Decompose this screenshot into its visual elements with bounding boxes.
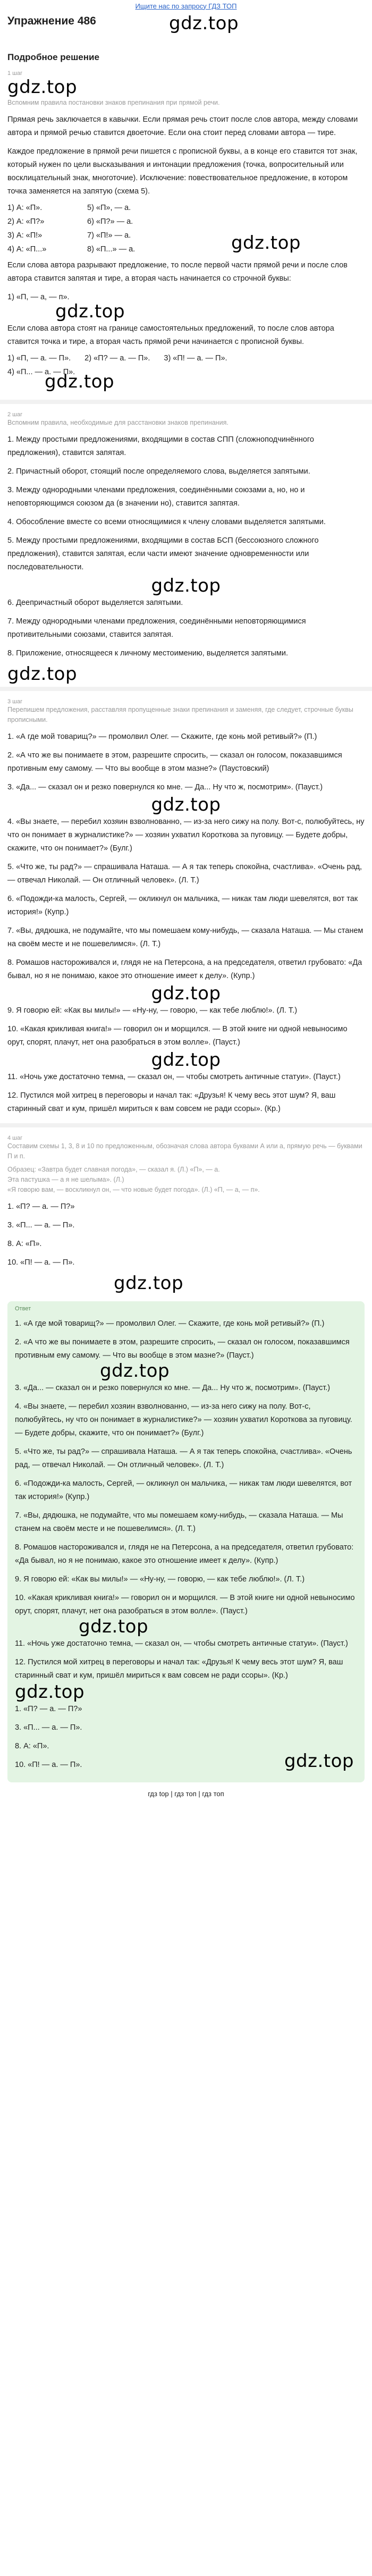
sentence: 8. Ромашов настороживался и, глядя не на Петерсона, а на председателя, ответил грубовато: «Да бывал, но я не понимаю, какое это отношение имеет к делу». (Купр.) — [7, 958, 362, 980]
footer-separator: | — [171, 1790, 175, 1798]
answer-label: Ответ — [15, 1306, 31, 1312]
rule-item: 8. Приложение, относящееся к личному местоимению, выделяется запятыми. — [7, 649, 289, 658]
schema-item: 2) «П? — а. — П». — [84, 354, 150, 363]
watermark: gdz.top — [151, 983, 221, 1004]
answer-schema: 10. «П! — а. — П». — [15, 1761, 82, 1769]
top-search-link[interactable]: Ищите нас по запросу ГДЗ ТОП — [135, 2, 237, 10]
answer-sentence: 3. «Да... — сказал он и резко повернулся ко мне. — Да... Ну что ж, посмотрим». (Пауст.) — [15, 1384, 331, 1392]
step-hint: Вспомним правила постановки знаков препинания при прямой речи. — [7, 99, 220, 106]
schema-answer: 10. «П! — а. — П». — [7, 1258, 75, 1267]
divider — [0, 400, 372, 404]
step-2 — [7, 411, 365, 660]
example-line: Образец: «Завтра будет славная погода», — сказал я. (Л.) «П», — а. — [7, 1166, 220, 1173]
rule-paragraph: Прямая речь заключается в кавычки. Если прямая речь стоит после слов автора, между словами автора и прямой речью ставится двоеточие. Если она стоит перед словами автора — тире. — [7, 115, 358, 137]
watermark: gdz.top — [15, 1681, 85, 1703]
footer-link[interactable]: гдз топ — [174, 1790, 197, 1798]
answer-sentence: 7. «Вы, дядюшка, не подумайте, что мы помешаем кому-нибудь, — сказала Наташа. — Мы станем на своём месте и не пошевелимся». (Л. Т.) — [15, 1511, 343, 1533]
schema-row — [7, 354, 365, 363]
sentence: 9. Я говорю ей: «Как вы милы!» — «Ну-ну, — говорю, — как тебе люблю!». (Л. Т.) — [7, 1006, 298, 1015]
step-label: 1 шаг — [7, 70, 23, 77]
schema-item: 4) А: «П...» — [7, 245, 47, 254]
schema-item: 6) «П?» — а. — [87, 217, 133, 226]
page-title: Упражнение 486 — [7, 15, 96, 27]
step-4 — [7, 1135, 365, 1269]
top-banner — [7, 0, 365, 12]
sentence: 5. «Что же, ты рад?» — спрашивала Наташа. — А я так теперь спокойна, счастлива». «Очень рад, — отвечал Николай. — Он отличный человек». (Л. Т.) — [7, 863, 362, 885]
step-label: 2 шаг — [7, 411, 23, 418]
rule-paragraph: Если слова автора стоят на границе самостоятельных предложений, то после слов автора ставится точка и тире, а вторая часть прямой речи начинается с прописной буквы. — [7, 324, 334, 346]
sentence: 7. «Вы, дядюшка, не подумайте, что мы помешаем кому-нибудь, — сказала Наташа. — Мы станем на своём месте и не пошевелимся». (Л. Т.) — [7, 927, 363, 948]
watermark: gdz.top — [7, 77, 78, 98]
footer — [7, 1790, 365, 1798]
answer-sentence: 2. «А что же вы понимаете в этом, разрешите спросить, — сказал он голосом, показавшимся противным ему самому. — Что вы вообще в этом мазне?» (Пауст.) — [15, 1338, 350, 1360]
rule-item: 7. Между однородными членами предложения, соединёнными неповторяющимися противительными союзами, ставится запятая. — [7, 617, 306, 639]
sentence: 12. Пустился мой хитрец в переговоры и начал так: «Друзья! К чему весь этот шум? Я, ваш старинный сват и кум, пришёл мириться к вам совсем не ради ссоры». (Кр.) — [7, 1091, 336, 1113]
watermark: gdz.top — [100, 1360, 170, 1382]
watermark: gdz.top — [45, 371, 115, 392]
step-hint: Составим схемы 1, 3, 8 и 10 по предложенным, обозначая слова автора буквами А или а, прямую речь — буквами П и п. — [7, 1142, 362, 1160]
sentence: 11. «Ночь уже достаточно темна, — сказал он, — чтобы смотреть античные статуи». (Пауст.) — [7, 1073, 341, 1081]
answer-schema: 1. «П? — а. — П?» — [15, 1705, 82, 1713]
watermark: gdz.top — [151, 575, 221, 596]
answer-sentence: 6. «Подожди-ка малость, Сергей, — окликнул он мальчика, — никак там люди шевелятся, вот так история!» (Купр.) — [15, 1479, 352, 1501]
answer-sentence: 1. «А где мой товарищ?» — промолвил Олег. — Скажите, где конь мой ретивый?» (П.) — [15, 1319, 325, 1328]
schema-item: 5) «П», — а. — [87, 204, 131, 212]
watermark: gdz.top — [169, 13, 239, 34]
step-1 — [7, 70, 365, 392]
step-label: 4 шаг — [7, 1135, 23, 1141]
watermark: gdz.top — [7, 663, 78, 685]
rule-item: 3. Между однородными членами предложения, соединёнными союзами а, но, но и неповторяющимся союзом да (в значении но), ставится запятая. — [7, 486, 305, 508]
rule-item: 2. Причастный оборот, стоящий после определяемого слова, выделяется запятыми. — [7, 467, 310, 476]
divider — [0, 687, 372, 691]
sentence: 2. «А что же вы понимаете в этом, разрешите спросить, — сказал он голосом, показавшимся противным ему самому. — Что вы вообще в этом мазне?» (Паустовский) — [7, 751, 342, 773]
step-3 — [7, 698, 365, 1116]
schema-item: 2) А: «П?» — [7, 217, 45, 226]
answer-sentence: 12. Пустился мой хитрец в переговоры и начал так: «Друзья! К чему весь этот шум? Я, ваш старинный сват и кум, пришёл мириться к вам совсем не ради ссоры». (Кр.) — [15, 1658, 343, 1680]
schema-item: 1) «П, — а, — п». — [7, 293, 70, 301]
schema-item: 3) «П! — а. — П». — [164, 354, 227, 363]
watermark: gdz.top — [79, 1616, 149, 1637]
watermark: gdz.top — [151, 794, 221, 815]
footer-link[interactable]: гдз топ — [202, 1790, 224, 1798]
schema-answer: 1. «П? — а. — П?» — [7, 1202, 75, 1211]
rule-item: 5. Между простыми предложениями, входящими в состав БСП (бессоюзного сложного предложения), ставится запятая, если части имеют значение одновременности или последовательности. — [7, 536, 319, 571]
step-hint: Перепишем предложения, расставляя пропущенные знаки препинания и заменяя, где следует, строчные буквы прописными. — [7, 706, 353, 723]
schema-answer: 3. «П... — а. — П». — [7, 1221, 75, 1230]
rule-item: 1. Между простыми предложениями, входящими в состав СПП (сложноподчинённого предложения), ставится запятая. — [7, 435, 314, 457]
footer-separator: | — [198, 1790, 202, 1798]
schema-answer: 8. А: «П». — [7, 1240, 42, 1248]
watermark: gdz.top — [114, 1273, 184, 1294]
answer-sentence: 11. «Ночь уже достаточно темна, — сказал он, — чтобы смотреть античные статуи». (Пауст.) — [15, 1639, 348, 1648]
example-line: Эта пастушка — а я не шелыма». (Л.) — [7, 1176, 124, 1183]
answer-schema: 8. А: «П». — [15, 1742, 49, 1750]
watermark: gdz.top — [284, 1750, 354, 1772]
step-label: 3 шаг — [7, 698, 23, 705]
sentence: 6. «Подожди-ка малость, Сергей, — окликнул он мальчика, — никак там люди шевелятся, вот так история!» (Купр.) — [7, 895, 358, 916]
section-title: Подробное решение — [7, 52, 99, 62]
watermark: gdz.top — [231, 232, 301, 254]
schema-item: 3) А: «П!» — [7, 231, 43, 240]
sentence: 4. «Вы знаете, — перебил хозяин взволнованно, — из-за него сижу на полу. Вот-с, полюбуйтесь, ну что он понимает в журналистике?» — хозяин ухватил Короткова за пуговицу. — Будете добры, скажите, что он понимает?» (Булг.) — [7, 818, 365, 853]
rule-item: 4. Обособление вместе со всеми относящимися к члену словами выделяется запятыми. — [7, 518, 326, 526]
schema-item: 1) «П, — а. — П». — [7, 354, 71, 363]
sentence: 1. «А где мой товарищ?» — промолвил Олег. — Скажите, где конь мой ретивый?» (П.) — [7, 733, 317, 741]
answer-sentence: 4. «Вы знаете, — перебил хозяин взволнованно, — из-за него сижу на полу. Вот-с, полюбуйтесь, ну что он понимает в журналистике?» — хозяин ухватил Короткова за пуговицу. — Будете добры, скажите, что он понимает?» (Булг.) — [15, 1402, 352, 1437]
rule-item: 6. Деепричастный оборот выделяется запятыми. — [7, 599, 183, 607]
footer-link[interactable]: гдз top — [148, 1790, 169, 1798]
sentence: 3. «Да... — сказал он и резко повернулся ко мне. — Да... Ну что ж, посмотрим». (Пауст.) — [7, 783, 323, 792]
step-hint: Вспомним правила, необходимые для расстановки знаков препинания. — [7, 419, 229, 426]
sentence: 10. «Какая крикливая книга!» — говорил он и морщился. — В этой книге ни одной невыносимо орут, спорят, плачут, нет она разобраться в этом волле». (Пауст.) — [7, 1025, 348, 1047]
answer-box — [7, 1301, 365, 1782]
example-line: «Я говорю вам, — воскликнул он, — что новые будет погода». (Л.) «П, — а, — п». — [7, 1186, 260, 1193]
watermark: gdz.top — [55, 301, 125, 322]
rule-paragraph: Каждое предложение в прямой речи пишется с прописной буквы, а в конце его ставится тот знак, который нужен по цели высказывания и интонации предложения (точка, вопросительный или восклицательный знак, многоточие). Исключение: повествовательное предложение, в котором точка заменяется на запятую (схема 5). — [7, 147, 358, 196]
schema-item: 7) «П!» — а. — [87, 231, 131, 240]
answer-sentence: 9. Я говорю ей: «Как вы милы!» — «Ну-ну, — говорю, — как тебе люблю!». (Л. Т.) — [15, 1575, 305, 1584]
schema-item: 8) «П...» — а. — [87, 245, 136, 254]
divider — [0, 1123, 372, 1127]
answer-sentence: 8. Ромашов настороживался и, глядя не на Петерсона, а на председателя, ответил грубовато: «Да бывал, но я не понимаю, какое это отношение имеет к делу». (Купр.) — [15, 1543, 354, 1565]
answer-sentence: 5. «Что же, ты рад?» — спрашивала Наташа. — А я так теперь спокойна, счастлива». «Очень рад, — отвечал Николай. — Он отличный человек». (Л. Т.) — [15, 1447, 352, 1469]
rule-paragraph: Если слова автора разрывают предложение, то после первой части прямой речи и после слов автора ставится запятая и тире, а вторая часть начинается со строчной буквы: — [7, 261, 348, 283]
answer-sentence: 10. «Какая крикливая книга!» — говорил он и морщился. — В этой книге ни одной невыносимо орут, спорят, плачут, нет она разобраться в этом волле». (Пауст.) — [15, 1594, 355, 1615]
schema-item: 1) А: «П». — [7, 204, 43, 212]
answer-schema: 3. «П... — а. — П». — [15, 1723, 82, 1732]
watermark: gdz.top — [151, 1049, 221, 1071]
schema-item: 4) «П... — а. — П». — [7, 368, 75, 376]
